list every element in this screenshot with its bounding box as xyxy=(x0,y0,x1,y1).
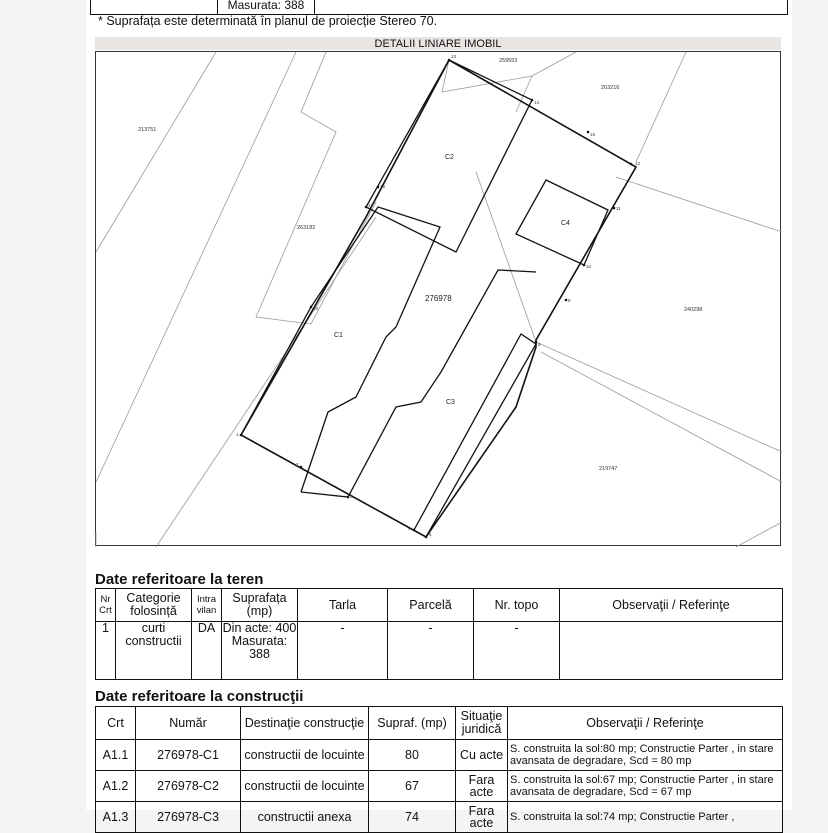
cell-topo: - xyxy=(474,622,560,680)
col-intravilan: Intra vilan xyxy=(192,589,222,622)
cell-numar: 276978-C3 xyxy=(136,802,241,833)
cell-destinatie: constructii de locuinte xyxy=(241,771,369,802)
col-tarla: Tarla xyxy=(298,589,388,622)
svg-text:13: 13 xyxy=(451,54,457,59)
map-title: DETALII LINIARE IMOBIL xyxy=(95,37,781,50)
col-crt: Crt xyxy=(96,707,136,740)
col-parcela: Parcelă xyxy=(388,589,474,622)
svg-text:1: 1 xyxy=(236,432,239,437)
parcel-label: 259553 xyxy=(499,58,518,64)
cell-numar: 276978-C1 xyxy=(136,740,241,771)
construction-label: C2 xyxy=(445,154,454,161)
construction-data-table xyxy=(95,706,783,833)
col-nr-crt: Nr Crt xyxy=(96,589,116,622)
parcel-label: 263182 xyxy=(297,225,316,231)
parcel-label: 213751 xyxy=(138,127,157,133)
svg-text:2: 2 xyxy=(296,462,299,467)
land-data-heading: Date referitoare la teren xyxy=(95,571,264,588)
svg-text:8: 8 xyxy=(538,342,541,347)
table-row xyxy=(96,622,783,680)
cell-observatii xyxy=(560,622,783,680)
cell-numar: 276978-C2 xyxy=(136,771,241,802)
cell-suprafata xyxy=(222,622,298,680)
cell-observatii: S. construita la sol:67 mp; Constructie Parter , in stare avansata de degradare, Scd = 67 mp xyxy=(508,771,783,802)
cell-intravilan: DA xyxy=(192,622,222,680)
svg-text:15: 15 xyxy=(590,132,596,137)
svg-text:12: 12 xyxy=(635,161,641,166)
cell-suprafata: 67 xyxy=(369,771,456,802)
table-row xyxy=(96,740,783,771)
svg-text:10: 10 xyxy=(586,264,592,269)
construction-label: C3 xyxy=(446,399,455,406)
cell-suprafata: 80 xyxy=(369,740,456,771)
col-observatii: Observaţii / Referinţe xyxy=(508,707,783,740)
svg-text:20: 20 xyxy=(313,306,319,311)
table-header-row xyxy=(96,707,783,740)
svg-text:4: 4 xyxy=(408,526,411,531)
table-row xyxy=(96,771,783,802)
parcel-labels xyxy=(138,58,702,472)
svg-text:11: 11 xyxy=(616,206,621,211)
document-page xyxy=(86,0,792,830)
cell-situatie: Fara acte xyxy=(456,802,508,833)
cell-destinatie: constructii anexa xyxy=(241,802,369,833)
cell-observatii: S. construita la sol:74 mp; Constructie Parter , xyxy=(508,802,783,833)
cell-suprafata: 74 xyxy=(369,802,456,833)
cell-parcela: - xyxy=(388,622,474,680)
table-row xyxy=(96,802,783,833)
parcel-label: 219747 xyxy=(599,466,618,472)
projection-note: * Suprafața este determinată în planul de proiecție Stereo 70. xyxy=(98,14,438,28)
surface-measured: Masurata: 388 xyxy=(231,634,288,661)
cell-observatii: S. construita la sol:80 mp; Constructie Parter , in stare avansata de degradare, Scd = 80 mp xyxy=(508,740,783,771)
cell-situatie: Fara acte xyxy=(456,771,508,802)
cell-crt: A1.3 xyxy=(96,802,136,833)
cell-categorie: curti constructii xyxy=(116,622,192,680)
measured-surface-cell: Masurata: 388 xyxy=(217,0,315,14)
svg-text:14: 14 xyxy=(534,100,540,105)
parcel-label-main: 276978 xyxy=(425,294,452,303)
table-header-row xyxy=(96,589,783,622)
col-suprafata: Suprafața (mp) xyxy=(222,589,298,622)
cell-tarla: - xyxy=(298,622,388,680)
construction-label: C1 xyxy=(334,332,343,339)
cell-crt: A1.1 xyxy=(96,740,136,771)
surface-summary-box xyxy=(90,0,788,15)
parcel-label: 203216 xyxy=(601,85,620,91)
construction-labels xyxy=(334,154,570,406)
cell-nr: 1 xyxy=(96,622,116,680)
cell-crt: A1.2 xyxy=(96,771,136,802)
parcel-label: 240298 xyxy=(684,307,703,313)
svg-text:5: 5 xyxy=(429,532,432,537)
cadastral-plan xyxy=(96,52,782,547)
cell-destinatie: constructii de locuinte xyxy=(241,740,369,771)
cell-situatie: Cu acte xyxy=(456,740,508,771)
col-numar: Număr xyxy=(136,707,241,740)
construction-label: C4 xyxy=(561,220,570,227)
col-nr-topo: Nr. topo xyxy=(474,589,560,622)
construction-data-heading: Date referitoare la construcţii xyxy=(95,688,304,705)
col-suprafata: Supraf. (mp) xyxy=(369,707,456,740)
surface-documents: Din acte: 400 xyxy=(222,621,297,635)
col-destinatie: Destinaţie construcţie xyxy=(241,707,369,740)
svg-text:3: 3 xyxy=(350,494,353,499)
svg-text:17: 17 xyxy=(368,203,374,208)
col-observatii: Observaţii / Referinţe xyxy=(560,589,783,622)
svg-text:18: 18 xyxy=(380,184,386,189)
svg-text:9: 9 xyxy=(568,298,571,303)
construction-c3 xyxy=(301,270,536,497)
land-data-table xyxy=(95,588,783,680)
col-categorie: Categorie folosință xyxy=(116,589,192,622)
parcel-map xyxy=(95,51,781,546)
col-situatie: Situaţie juridică xyxy=(456,707,508,740)
construction-c1 xyxy=(241,207,440,492)
